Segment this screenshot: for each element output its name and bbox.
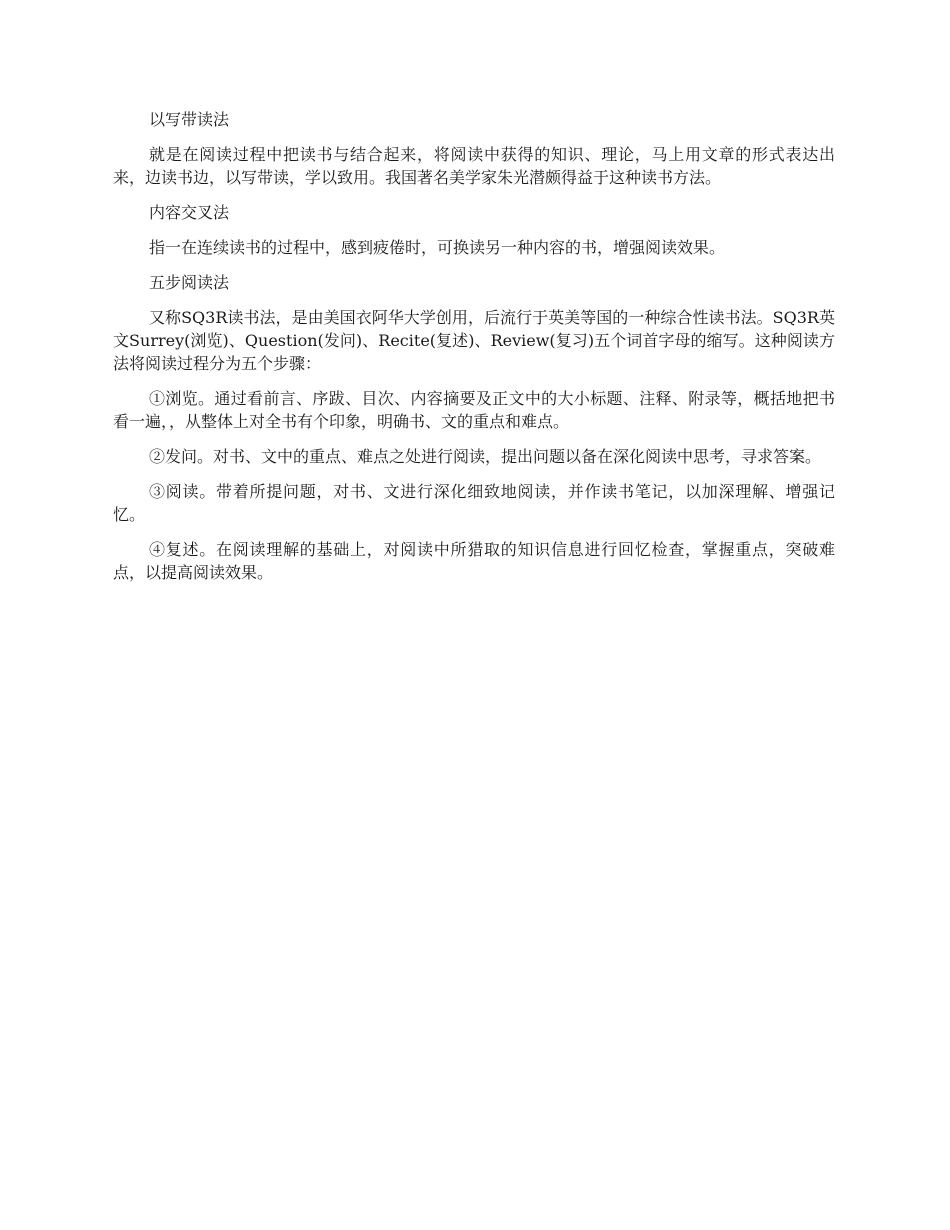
- section-heading-five-step: 五步阅读法: [149, 273, 230, 292]
- paragraph-write-read: 就是在阅读过程中把读书与结合起来，将阅读中获得的知识、理论，马上用文章的形式表达出来，边读书边，以写带读，学以致用。我国著名美学家朱光潜颇得益于这种读书方法。: [113, 145, 835, 187]
- section-heading-cross-content: 内容交叉法: [149, 203, 230, 222]
- paragraph-step-question: ②发问。对书、文中的重点、难点之处进行阅读，提出问题以备在深化阅读中思考，寻求答案。: [149, 447, 822, 466]
- paragraph-five-step-intro: 又称SQ3R读书法，是由美国衣阿华大学创用，后流行于英美等国的一种综合性读书法。SQ3R英文Surrey(浏览)、Question(发问)、Recite(复述)、Review(复习)五个词首字母的缩写。这种阅读方法将阅读过程分为五个步骤：: [113, 308, 835, 373]
- paragraph-step-read: ③阅读。带着所提问题，对书、文进行深化细致地阅读，并作读书笔记，以加深理解、增强记忆。: [113, 482, 835, 524]
- paragraph-step-survey: ①浏览。通过看前言、序跋、目次、内容摘要及正文中的大小标题、注释、附录等，概括地把书看一遍，，从整体上对全书有个印象，明确书、文的重点和难点。: [113, 389, 835, 431]
- document-page: [113, 108, 835, 596]
- paragraph-step-recite: ④复述。在阅读理解的基础上，对阅读中所猎取的知识信息进行回忆检查，掌握重点，突破难点，以提高阅读效果。: [113, 540, 835, 582]
- paragraph-cross-content: 指一在连续读书的过程中，感到疲倦时，可换读另一种内容的书，增强阅读效果。: [149, 238, 726, 257]
- section-heading-write-read: 以写带读法: [149, 110, 230, 129]
